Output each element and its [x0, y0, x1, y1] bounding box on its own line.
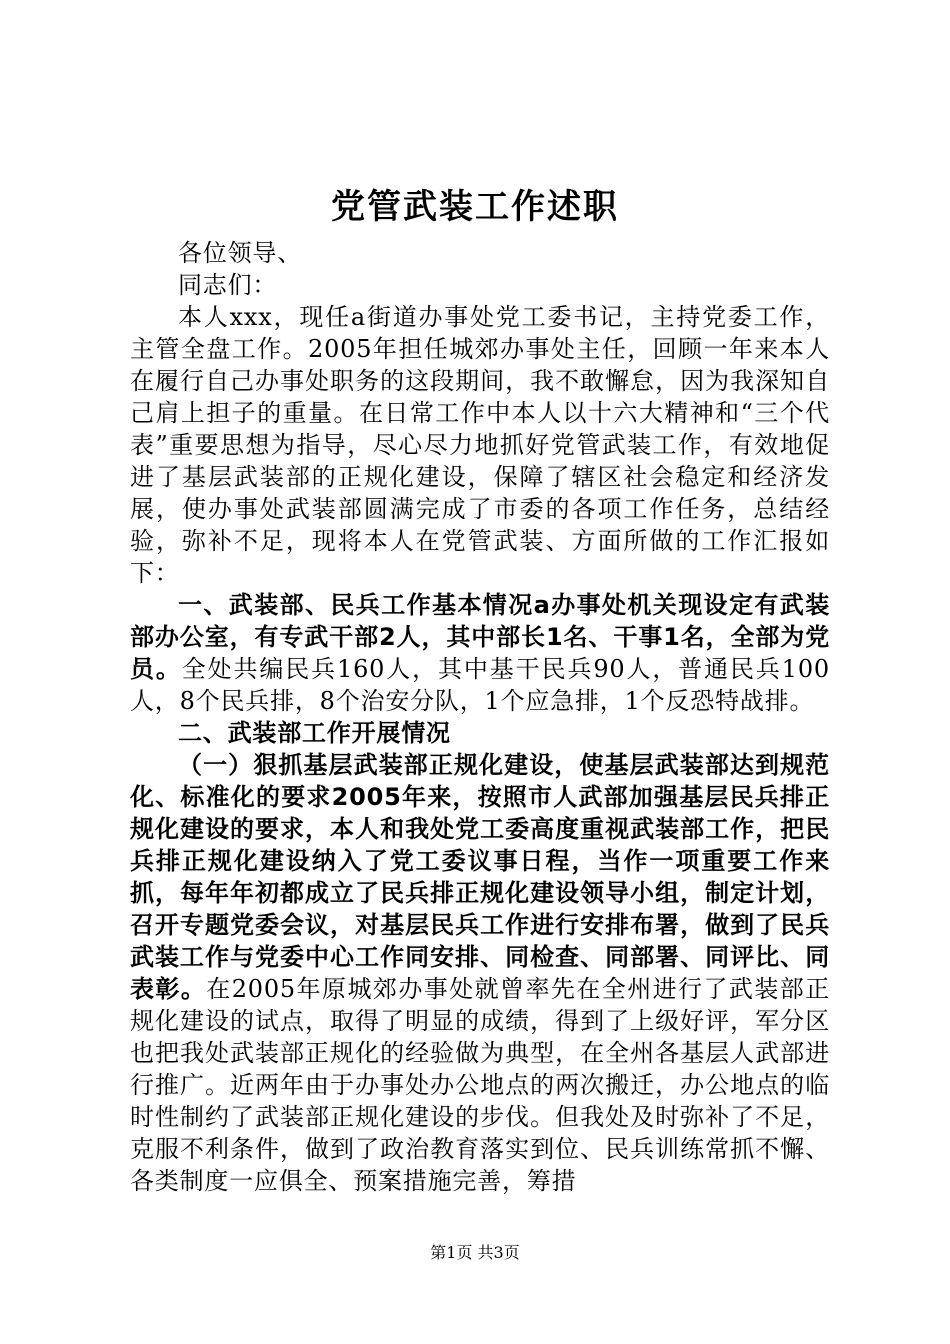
section1-paragraph: [130, 589, 830, 717]
section1-body: 全处共编民兵160人，其中基干民兵90人，普通民兵100人，8个民兵排，8个治安分队，1个应急排，1个反恐特战排。: [130, 655, 830, 715]
subsection1-paragraph: [130, 749, 830, 1197]
salutation-leaders: 各位领导、: [178, 239, 302, 267]
subsection1-body: 在2005年原城郊办事处就曾率先在全州进行了武装部正规化建设的试点，取得了明显的成绩，得到了上级好评，军分区也把我处武装部正规化的经验做为典型，在全州各基层人武部进行推广。近两年由于办事处办公地点的两次搬迁，办公地点的临时性制约了武装部正规化建设的步伐。但我处及时弥补了不足，克服不利条件，做到了政治教育落实到位、民兵训练常抓不懈、各类制度一应俱全、预案措施完善，筹措: [130, 975, 830, 1195]
document-body: [130, 237, 830, 1197]
section2-heading: 二、武装部工作开展情况: [178, 719, 451, 747]
intro-paragraph: 本人xxx，现任a街道办事处党工委书记，主持党委工作，主管全盘工作。2005年担任城郊办事处主任，回顾一年来本人在履行自己办事处职务的这段期间，我不敢懈怠，因为我深知自己肩上担子的重量。在日常工作中本人以十六大精神和“三个代表”重要思想为指导，尽心尽力地抓好党管武装工作，有效地促进了基层武装部的正规化建设，保障了辖区社会稳定和经济发展，使办事处武装部圆满完成了市委的各项工作任务，总结经验，弥补不足，现将本人在党管武装、方面所做的工作汇报如下：: [130, 303, 830, 587]
section1-heading: 一、武装部、民兵工作基本情况a办事处机关现设定有武装部办公室，有专武干部2人，其中部长1名、干事1名，全部为党员。: [130, 591, 830, 683]
document-title: 党管武装工作述职: [331, 187, 619, 227]
salutation-comrades: 同志们：: [178, 271, 278, 299]
subsection1-heading: （一）狠抓基层武装部正规化建设，使基层武装部达到规范化、标准化的要求2005年来，按照市人武部加强基层民兵排正规化建设的要求，本人和我处党工委高度重视武装部工作，把民兵排正规化建设纳入了党工委议事日程，当作一项重要工作来抓，每年年初都成立了民兵排正规化建设领导小组，制定计划，召开专题党委会议，对基层民兵工作进行安排布署，做到了民兵武装工作与党委中心工作同安排、同检查、同部署、同评比、同表彰。: [130, 751, 830, 1003]
page-number-footer: 第1页 共3页: [430, 1243, 520, 1262]
